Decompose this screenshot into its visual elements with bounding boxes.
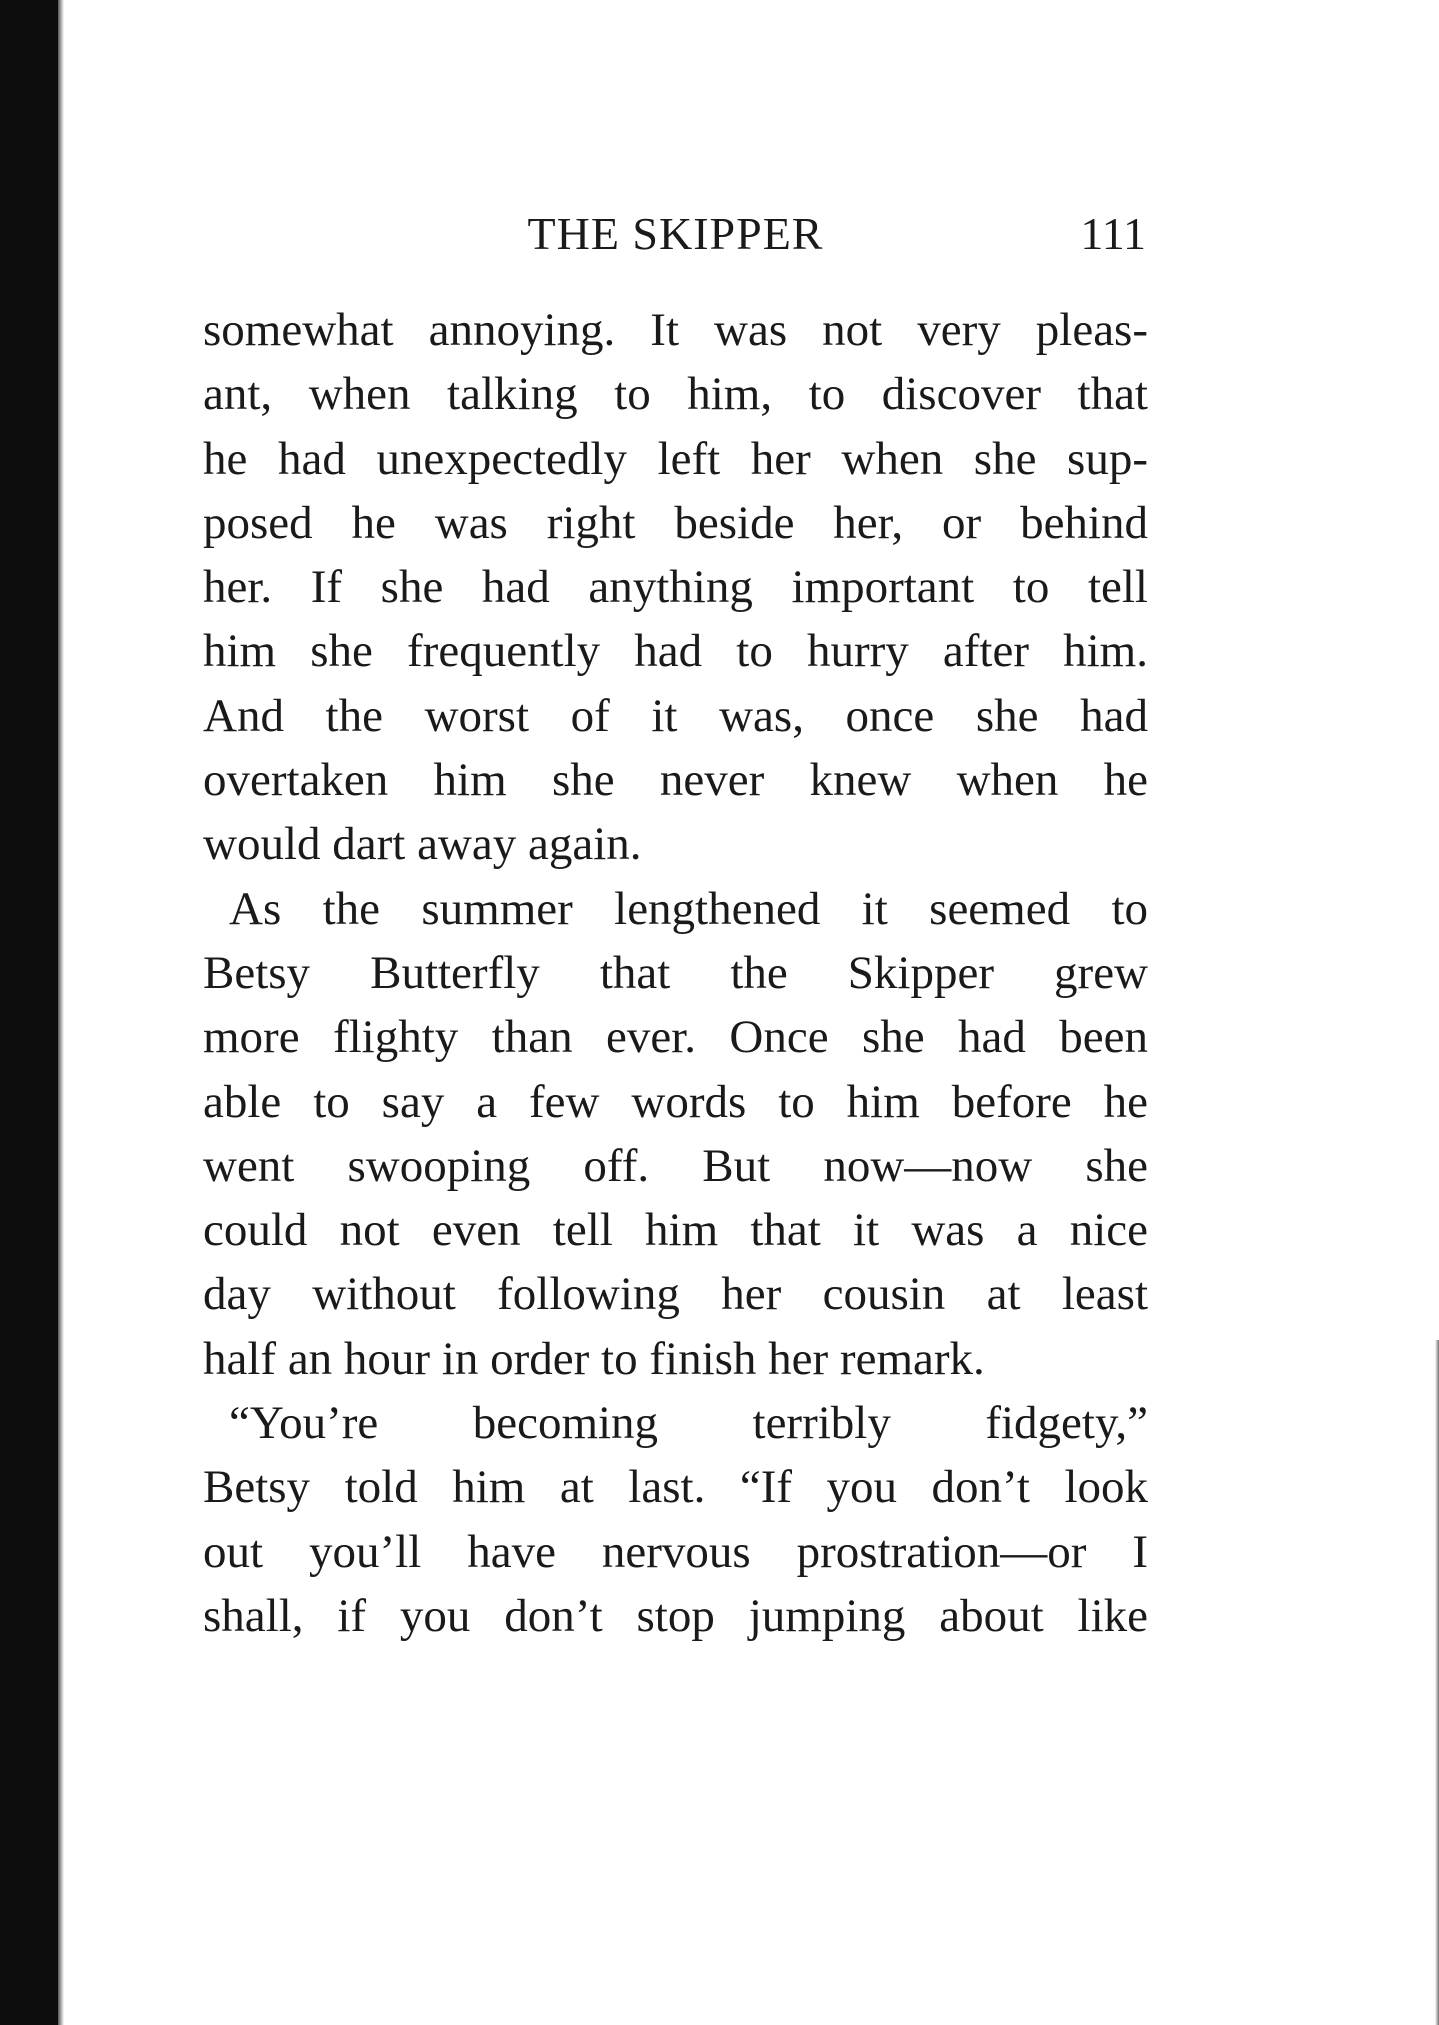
text-line: went swooping off. But now—now she [203,1139,1148,1192]
text-line: And the worst of it was, once she had [203,689,1148,742]
page-right-edge-shadow [1435,1340,1439,2025]
text-line: out you’ll have nervous prostration—or I [203,1525,1148,1578]
text-line: As the summer lengthened it seemed to [229,882,1148,935]
text-line: posed he was right beside her, or behind [203,496,1148,549]
text-line: he had unexpectedly left her when she sup- [203,432,1148,485]
text-line: her. If she had anything important to tell [203,561,1148,614]
text-line: overtaken him she never knew when he [203,754,1148,807]
text-line: “You’re becoming terribly fidgety,” [229,1397,1148,1450]
text-line: half an hour in order to finish her remark. [203,1332,985,1385]
running-title: THE SKIPPER [527,208,824,259]
text-line: Betsy told him at last. “If you don’t look [203,1461,1148,1514]
text-line: him she frequently had to hurry after him. [203,625,1148,678]
text-line: able to say a few words to him before he [203,1075,1148,1128]
text-line: shall, if you don’t stop jumping about like [203,1589,1148,1642]
text-line: somewhat annoying. It was not very pleas- [203,304,1148,356]
text-line: more flighty than ever. Once she had been [203,1011,1148,1064]
text-line: could not even tell him that it was a nice [203,1204,1148,1257]
running-head [203,205,1148,265]
book-binding-edge [0,0,58,2025]
text-line: Betsy Butterfly that the Skipper grew [203,946,1148,999]
text-line: ant, when talking to him, to discover that [203,368,1148,421]
text-line: day without following her cousin at least [203,1268,1148,1321]
text-body [203,298,1148,1648]
text-line: would dart away again. [203,818,642,871]
page-number: 111 [1080,208,1146,259]
